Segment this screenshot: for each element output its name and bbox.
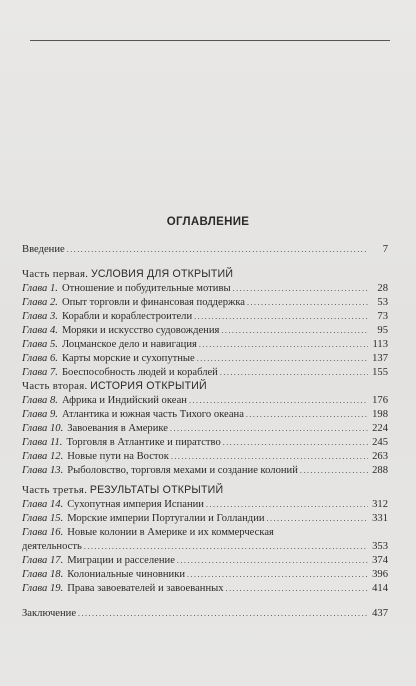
chapter-page: 224 <box>372 423 388 434</box>
chapter-title: Колониальные чиновники <box>67 569 186 580</box>
chapter-page: 73 <box>377 311 388 322</box>
chapter-title: Новые пути на Восток <box>67 451 169 462</box>
leader-dots <box>220 367 368 379</box>
toc-entry-chapter-5 <box>22 339 388 351</box>
part-label: Часть третья. <box>22 484 88 496</box>
chapter-number: Глава 10. <box>22 423 64 434</box>
toc-entry-chapter-4 <box>22 325 388 337</box>
toc-entry-chapter-14 <box>22 499 388 511</box>
toc-entry-chapter-19 <box>22 583 388 595</box>
chapter-page: 245 <box>372 437 388 448</box>
toc-entry-chapter-1 <box>22 283 388 295</box>
chapter-number: Глава 11. <box>22 437 63 448</box>
entry-title: Введение <box>22 244 65 255</box>
chapter-title: Миграции и расселение <box>67 555 175 566</box>
chapter-number: Глава 15. <box>22 513 64 524</box>
chapter-page: 95 <box>377 325 388 336</box>
leader-dots <box>170 423 368 435</box>
chapter-title: Африка и Индийский океан <box>61 395 187 406</box>
chapter-number: Глава 9. <box>22 409 58 420</box>
chapter-page: 263 <box>372 451 388 462</box>
leader-dots <box>226 583 368 595</box>
chapter-number: Глава 13. <box>22 465 64 476</box>
toc-entry-chapter-15 <box>22 513 388 525</box>
toc-entry-chapter-11 <box>22 437 388 449</box>
chapter-title: Новые колонии в Америке и их коммерческая <box>67 527 274 538</box>
chapter-page: 28 <box>377 283 388 294</box>
part-heading-3 <box>22 484 223 496</box>
chapter-title: Торговля в Атлантике и пиратство <box>66 437 221 448</box>
toc-entry-chapter-2 <box>22 297 388 309</box>
chapter-number: Глава 3. <box>22 311 58 322</box>
chapter-number: Глава 8. <box>22 395 58 406</box>
part-title: ИСТОРИЯ ОТКРЫТИЙ <box>90 380 207 392</box>
chapter-page: 113 <box>372 339 388 350</box>
leader-dots <box>187 569 368 581</box>
leader-dots <box>189 395 368 407</box>
leader-dots <box>197 353 368 365</box>
toc-entry-chapter-17 <box>22 555 388 567</box>
leader-dots <box>246 409 368 421</box>
leader-dots <box>194 311 368 323</box>
chapter-title: Отношение и побудительные мотивы <box>61 283 231 294</box>
chapter-number: Глава 18. <box>22 569 64 580</box>
chapter-title: Опыт торговли и финансовая поддержка <box>61 297 246 308</box>
toc-entry-chapter-10 <box>22 423 388 435</box>
chapter-title: Сухопутная империя Испании <box>67 499 204 510</box>
toc-entry-chapter-12 <box>22 451 388 463</box>
leader-dots <box>78 608 368 620</box>
toc-title: ОГЛАВЛЕНИЕ <box>166 216 250 228</box>
part-title: РЕЗУЛЬТАТЫ ОТКРЫТИЙ <box>89 484 224 496</box>
chapter-title: Лоцманское дело и навигация <box>61 339 197 350</box>
part-label: Часть первая. <box>22 268 89 280</box>
chapter-number: Глава 17. <box>22 555 64 566</box>
part-title: УСЛОВИЯ ДЛЯ ОТКРЫТИЙ <box>90 268 234 280</box>
chapter-title: Боеспособность людей и кораблей <box>61 367 218 378</box>
chapter-page: 176 <box>372 395 388 406</box>
chapter-number: Глава 6. <box>22 353 58 364</box>
leader-dots <box>177 555 368 567</box>
leader-dots <box>206 499 368 511</box>
part-label: Часть вторая. <box>22 380 88 392</box>
leader-dots <box>221 325 368 337</box>
toc-entry-chapter-18 <box>22 569 388 581</box>
leader-dots <box>267 513 368 525</box>
leader-dots <box>223 437 368 449</box>
part-heading-1 <box>22 268 233 280</box>
chapter-page: 137 <box>372 353 388 364</box>
leader-dots <box>84 541 368 553</box>
chapter-page: 374 <box>372 555 388 566</box>
toc-entry-intro <box>22 244 388 256</box>
toc-entry-chapter-3 <box>22 311 388 323</box>
chapter-title-continued: деятельность <box>22 541 82 552</box>
chapter-number: Глава 4. <box>22 325 58 336</box>
chapter-title: Права завоевателей и завоеванных <box>67 583 224 594</box>
chapter-page: 198 <box>372 409 388 420</box>
leader-dots <box>233 283 368 295</box>
toc-entry-chapter-16-line1 <box>22 527 274 539</box>
leader-dots <box>199 339 368 351</box>
toc-entry-chapter-8 <box>22 395 388 407</box>
toc-entry-chapter-9 <box>22 409 388 421</box>
chapter-number: Глава 2. <box>22 297 58 308</box>
chapter-number: Глава 7. <box>22 367 58 378</box>
chapter-title: Моряки и искусство судовождения <box>61 325 220 336</box>
chapter-title: Карты морские и сухопутные <box>61 353 195 364</box>
chapter-title: Морские империи Португалии и Голландии <box>67 513 265 524</box>
leader-dots <box>67 244 368 256</box>
chapter-page: 396 <box>372 569 388 580</box>
entry-title: Заключение <box>22 608 77 619</box>
toc-entry-conclusion <box>22 608 388 620</box>
chapter-title: Атлантика и южная часть Тихого океана <box>61 409 244 420</box>
chapter-title: Завоевания в Америке <box>67 423 168 434</box>
chapter-page: 331 <box>372 513 388 524</box>
chapter-page: 353 <box>372 541 388 552</box>
chapter-number: Глава 1. <box>22 283 58 294</box>
leader-dots <box>171 451 368 463</box>
toc-entry-chapter-16-line2 <box>22 541 388 553</box>
chapter-page: 414 <box>372 583 388 594</box>
toc-entry-chapter-6 <box>22 353 388 365</box>
chapter-number: Глава 5. <box>22 339 58 350</box>
chapter-number: Глава 12. <box>22 451 64 462</box>
leader-dots <box>247 297 368 309</box>
chapter-number: Глава 14. <box>22 499 64 510</box>
entry-page: 437 <box>372 608 388 619</box>
toc-entry-chapter-7 <box>22 367 388 379</box>
part-heading-2 <box>22 380 207 392</box>
toc-entry-chapter-13 <box>22 465 388 477</box>
leader-dots <box>300 465 368 477</box>
entry-page: 7 <box>382 244 388 255</box>
chapter-title: Корабли и кораблестроители <box>61 311 193 322</box>
chapter-title: Рыболовство, торговля мехами и создание колоний <box>67 465 298 476</box>
chapter-page: 288 <box>372 465 388 476</box>
chapter-number: Глава 19. <box>22 583 64 594</box>
chapter-number: Глава 16. <box>22 527 64 538</box>
chapter-page: 312 <box>372 499 388 510</box>
chapter-page: 155 <box>372 367 388 378</box>
top-rule <box>30 40 390 41</box>
chapter-page: 53 <box>377 297 388 308</box>
